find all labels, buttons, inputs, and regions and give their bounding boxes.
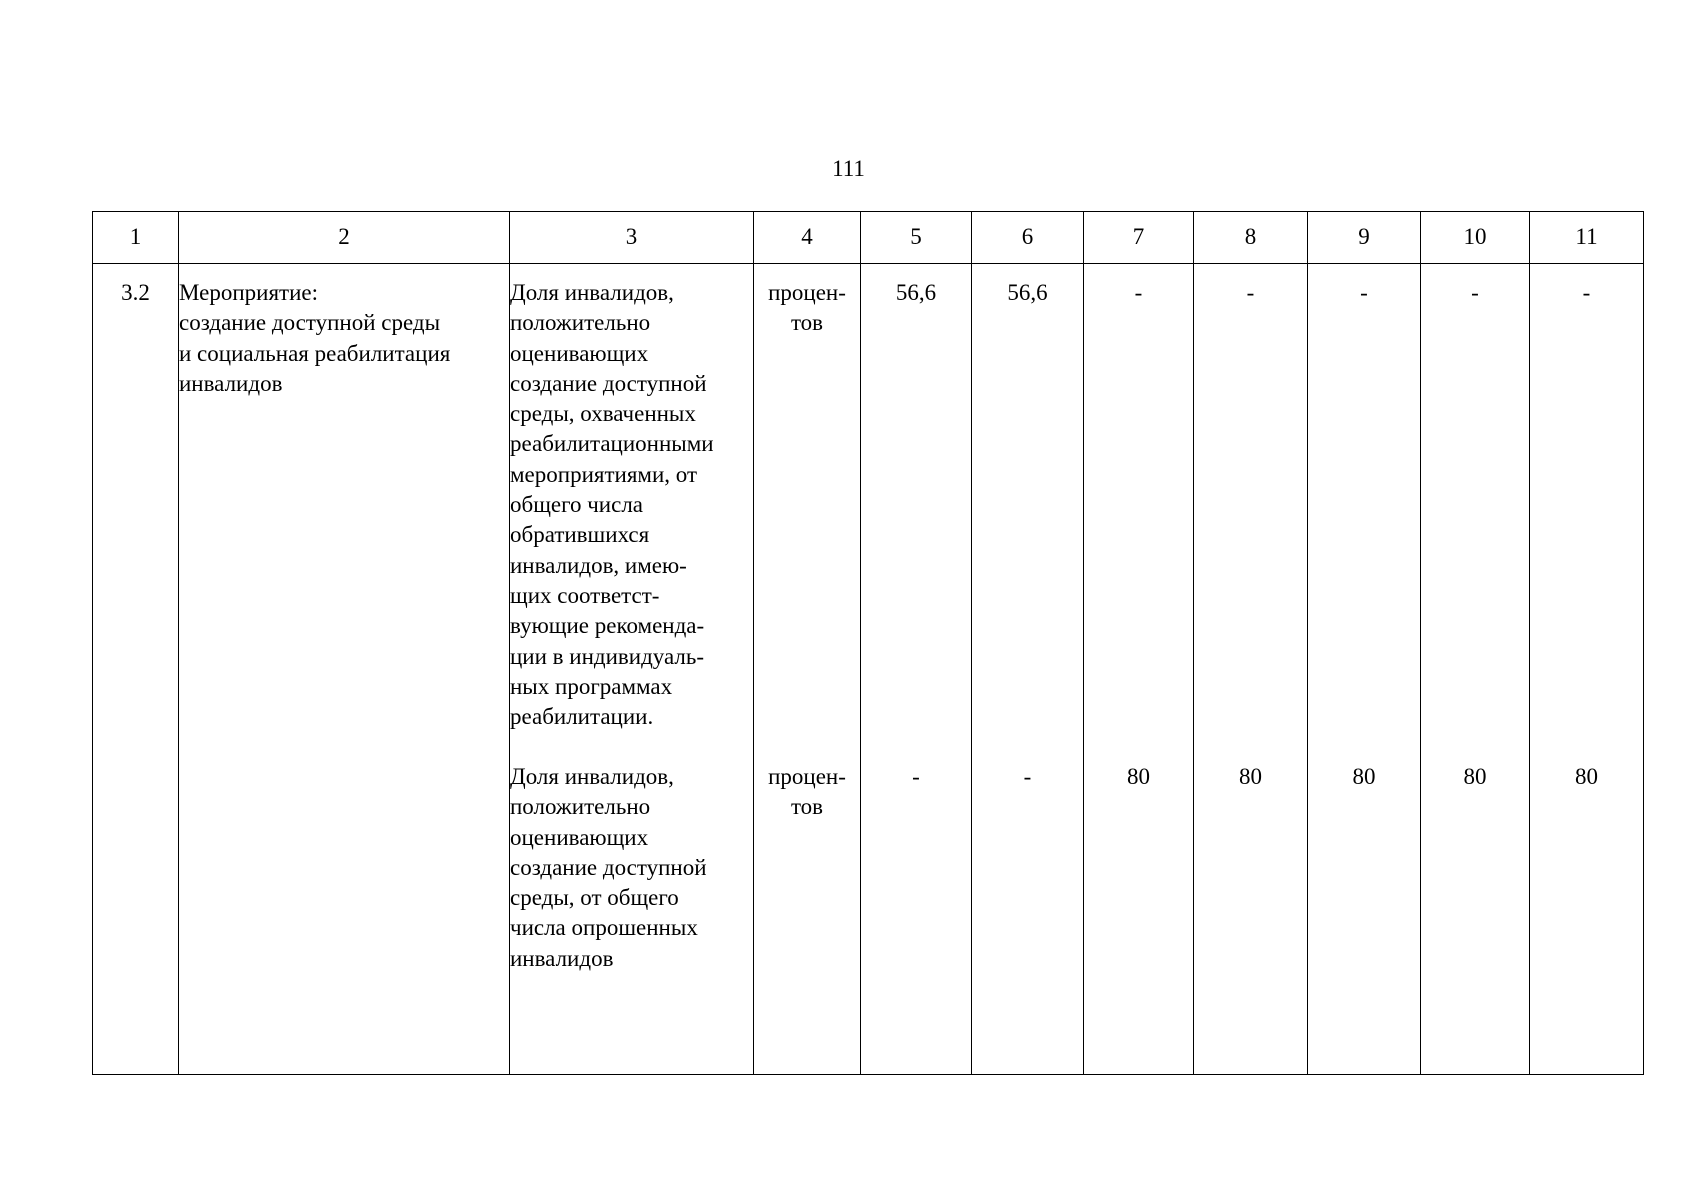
event-cell <box>179 264 510 1075</box>
indicator-text-line: положительно <box>510 794 651 820</box>
unit-text-line: процен- <box>768 764 846 789</box>
unit-text-line: процен- <box>768 280 846 305</box>
event-text-line: инвалидов <box>179 370 283 396</box>
column-header: 3 <box>510 212 754 264</box>
column-header: 7 <box>1084 212 1194 264</box>
indicator-text-line: щих соответст- <box>510 582 660 608</box>
page-number: 111 <box>832 156 865 181</box>
indicator-text-line: Доля инвалидов, <box>510 280 674 305</box>
indicator-2-value: 80 <box>1463 764 1487 789</box>
row-number-cell <box>93 264 179 1075</box>
column-header: 2 <box>179 212 510 264</box>
indicator-text-line: инвалидов <box>510 945 614 971</box>
event-text-line: Мероприятие: <box>179 280 319 305</box>
unit-text-line: тов <box>790 794 824 820</box>
indicator-text-line: оценивающих <box>510 340 649 366</box>
indicator-text-line: среды, от общего <box>510 885 679 911</box>
indicator-text-line: мероприятиями, от <box>510 461 698 487</box>
indicator-text-line: числа опрошенных <box>510 915 698 941</box>
unit-text-line: тов <box>790 310 824 336</box>
indicator-text-line: вующие рекоменда- <box>510 613 705 639</box>
column-header: 11 <box>1530 212 1644 264</box>
column-header: 9 <box>1308 212 1421 264</box>
indicator-1-value: - <box>1582 280 1591 305</box>
indicator-text-line: общего числа <box>510 492 644 518</box>
indicator-2-value: - <box>912 764 920 789</box>
row-number: 3.2 <box>121 280 150 305</box>
indicator-text-line: ции в индивидуаль- <box>510 643 705 669</box>
indicator-1-value: - <box>1246 280 1255 305</box>
indicator-text-line: инвалидов, имею- <box>510 552 687 578</box>
column-header: 8 <box>1194 212 1308 264</box>
value-cell-col-7 <box>1084 264 1194 1075</box>
indicator-text-line: ных программах <box>510 673 673 699</box>
event-text-line: создание доступной среды <box>179 310 441 336</box>
event-text-line: и социальная реабилитация <box>179 340 451 366</box>
indicator-1-value: - <box>1360 280 1368 305</box>
unit-cell <box>754 264 861 1075</box>
indicator-text-line: положительно <box>510 310 651 336</box>
indicators-table <box>92 211 1644 1075</box>
indicator-text-line: создание доступной <box>510 370 707 396</box>
value-cell-col-9 <box>1308 264 1421 1075</box>
indicator-1-value: 56,6 <box>895 280 937 305</box>
value-cell-col-11 <box>1530 264 1644 1075</box>
indicator-1-text <box>510 278 753 762</box>
indicator-2-value: 80 <box>1575 764 1598 789</box>
column-header: 4 <box>754 212 861 264</box>
indicator-text-line: реабилитационными <box>510 431 714 457</box>
indicator-text-line: обратившихся <box>510 522 650 548</box>
indicator-1-unit <box>754 278 860 762</box>
table-row <box>93 264 1644 1075</box>
indicator-text-line: создание доступной <box>510 854 707 880</box>
value-cell-col-5 <box>861 264 972 1075</box>
indicator-1-value: 56,6 <box>1007 280 1048 305</box>
indicator-text-line: оценивающих <box>510 824 649 850</box>
indicator-2-value: - <box>1023 764 1032 789</box>
indicator-text-line: Доля инвалидов, <box>510 764 674 789</box>
indicator-text-line: среды, охваченных <box>510 401 696 427</box>
indicator-2-value: 80 <box>1352 764 1376 789</box>
column-header: 5 <box>861 212 972 264</box>
value-cell-col-6 <box>972 264 1084 1075</box>
table-header-row <box>93 212 1644 264</box>
indicator-2-value: 80 <box>1127 764 1150 789</box>
value-cell-col-8 <box>1194 264 1308 1075</box>
indicator-1-value: - <box>1471 280 1479 305</box>
indicator-2-unit <box>754 762 860 823</box>
indicator-2-value: 80 <box>1239 764 1262 789</box>
indicator-text-line: реабилитации. <box>510 704 654 730</box>
column-header: 1 <box>93 212 179 264</box>
column-header: 10 <box>1421 212 1530 264</box>
column-header: 6 <box>972 212 1084 264</box>
indicator-2-text <box>510 762 753 974</box>
value-cell-col-10 <box>1421 264 1530 1075</box>
indicator-text-cell <box>510 264 754 1075</box>
indicator-1-value: - <box>1134 280 1143 305</box>
